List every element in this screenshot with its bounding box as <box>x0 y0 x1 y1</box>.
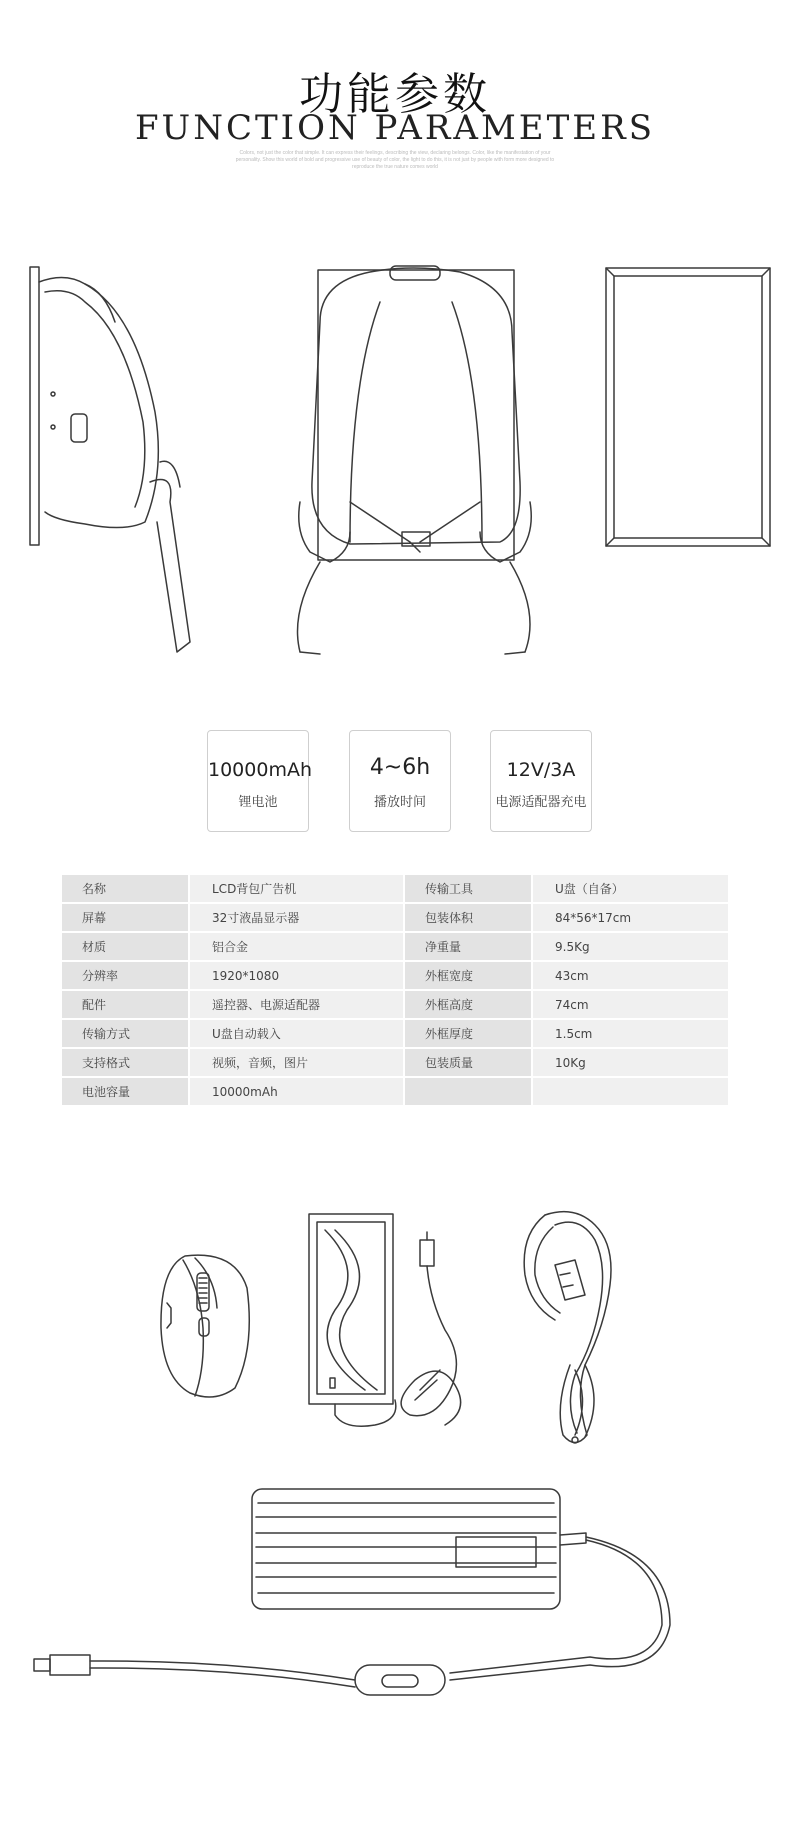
param-key: 配件 <box>62 991 190 1020</box>
param-key: 名称 <box>62 875 190 904</box>
backpack-side-view-illustration <box>25 262 195 662</box>
table-row <box>62 875 728 904</box>
param-key: 外框高度 <box>405 991 533 1020</box>
param-key: 传输工具 <box>405 875 533 904</box>
param-value: 铝合金 <box>190 933 405 962</box>
spec-value: 10000mAh <box>208 759 312 781</box>
param-key: 外框厚度 <box>405 1020 533 1049</box>
page-title-cn: 功能参数 <box>299 69 491 120</box>
spec-value: 12V/3A <box>506 759 576 781</box>
param-key: 屏幕 <box>62 904 190 933</box>
table-row <box>62 904 728 933</box>
display-frame-illustration <box>604 266 774 551</box>
param-key: 传输方式 <box>62 1020 190 1049</box>
battery-pack-illustration <box>30 1485 680 1715</box>
param-key: 包装体积 <box>405 904 533 933</box>
spec-label: 锂电池 <box>238 795 278 810</box>
mouse-illustration <box>155 1248 255 1403</box>
table-row <box>62 1078 728 1107</box>
param-value <box>533 1078 728 1107</box>
param-value: LCD背包广告机 <box>190 875 405 904</box>
param-value: 74cm <box>533 991 728 1020</box>
table-row <box>62 991 728 1020</box>
param-key: 净重量 <box>405 933 533 962</box>
param-value: 32寸液晶显示器 <box>190 904 405 933</box>
param-value: 9.5Kg <box>533 933 728 962</box>
spec-card-battery <box>207 730 312 832</box>
param-value: 84*56*17cm <box>533 904 728 933</box>
param-key: 支持格式 <box>62 1049 190 1078</box>
table-row <box>62 962 728 991</box>
parameter-table <box>62 875 728 1107</box>
header-subtext: Colors, not just the color that simple. It can express their feelings, describing the view, declaring belongs. Color, like the manifestation of your personality. Show this world of bold and progressive use of beauty of color, the light to do this, it is not just by people with form more designed to reproduce the true nature comes world <box>235 150 555 170</box>
spec-card-playtime <box>349 730 451 832</box>
param-value: U盘（自备） <box>533 875 728 904</box>
param-key <box>405 1078 533 1107</box>
param-value: 43cm <box>533 962 728 991</box>
param-value: U盘自动载入 <box>190 1020 405 1049</box>
spec-value: 4~6h <box>369 755 431 780</box>
param-value: 1.5cm <box>533 1020 728 1049</box>
power-cord-illustration <box>515 1205 625 1450</box>
param-key: 分辨率 <box>62 962 190 991</box>
param-key: 外框宽度 <box>405 962 533 991</box>
param-value: 遥控器、电源适配器 <box>190 991 405 1020</box>
param-value: 10Kg <box>533 1049 728 1078</box>
param-key: 电池容量 <box>62 1078 190 1107</box>
table-row <box>62 1049 728 1078</box>
param-key: 材质 <box>62 933 190 962</box>
page-title-en: FUNCTION PARAMETERS <box>134 108 656 148</box>
spec-label: 播放时间 <box>373 795 426 810</box>
backpack-back-view-illustration <box>290 262 530 662</box>
table-row <box>62 1020 728 1049</box>
spec-card-adapter <box>490 730 592 832</box>
param-value: 10000mAh <box>190 1078 405 1107</box>
param-key: 包装质量 <box>405 1049 533 1078</box>
param-value: 视频，音频，图片 <box>190 1049 405 1078</box>
spec-label: 电源适配器充电 <box>495 795 587 810</box>
table-row <box>62 933 728 962</box>
power-adapter-illustration <box>305 1210 485 1440</box>
param-value: 1920*1080 <box>190 962 405 991</box>
